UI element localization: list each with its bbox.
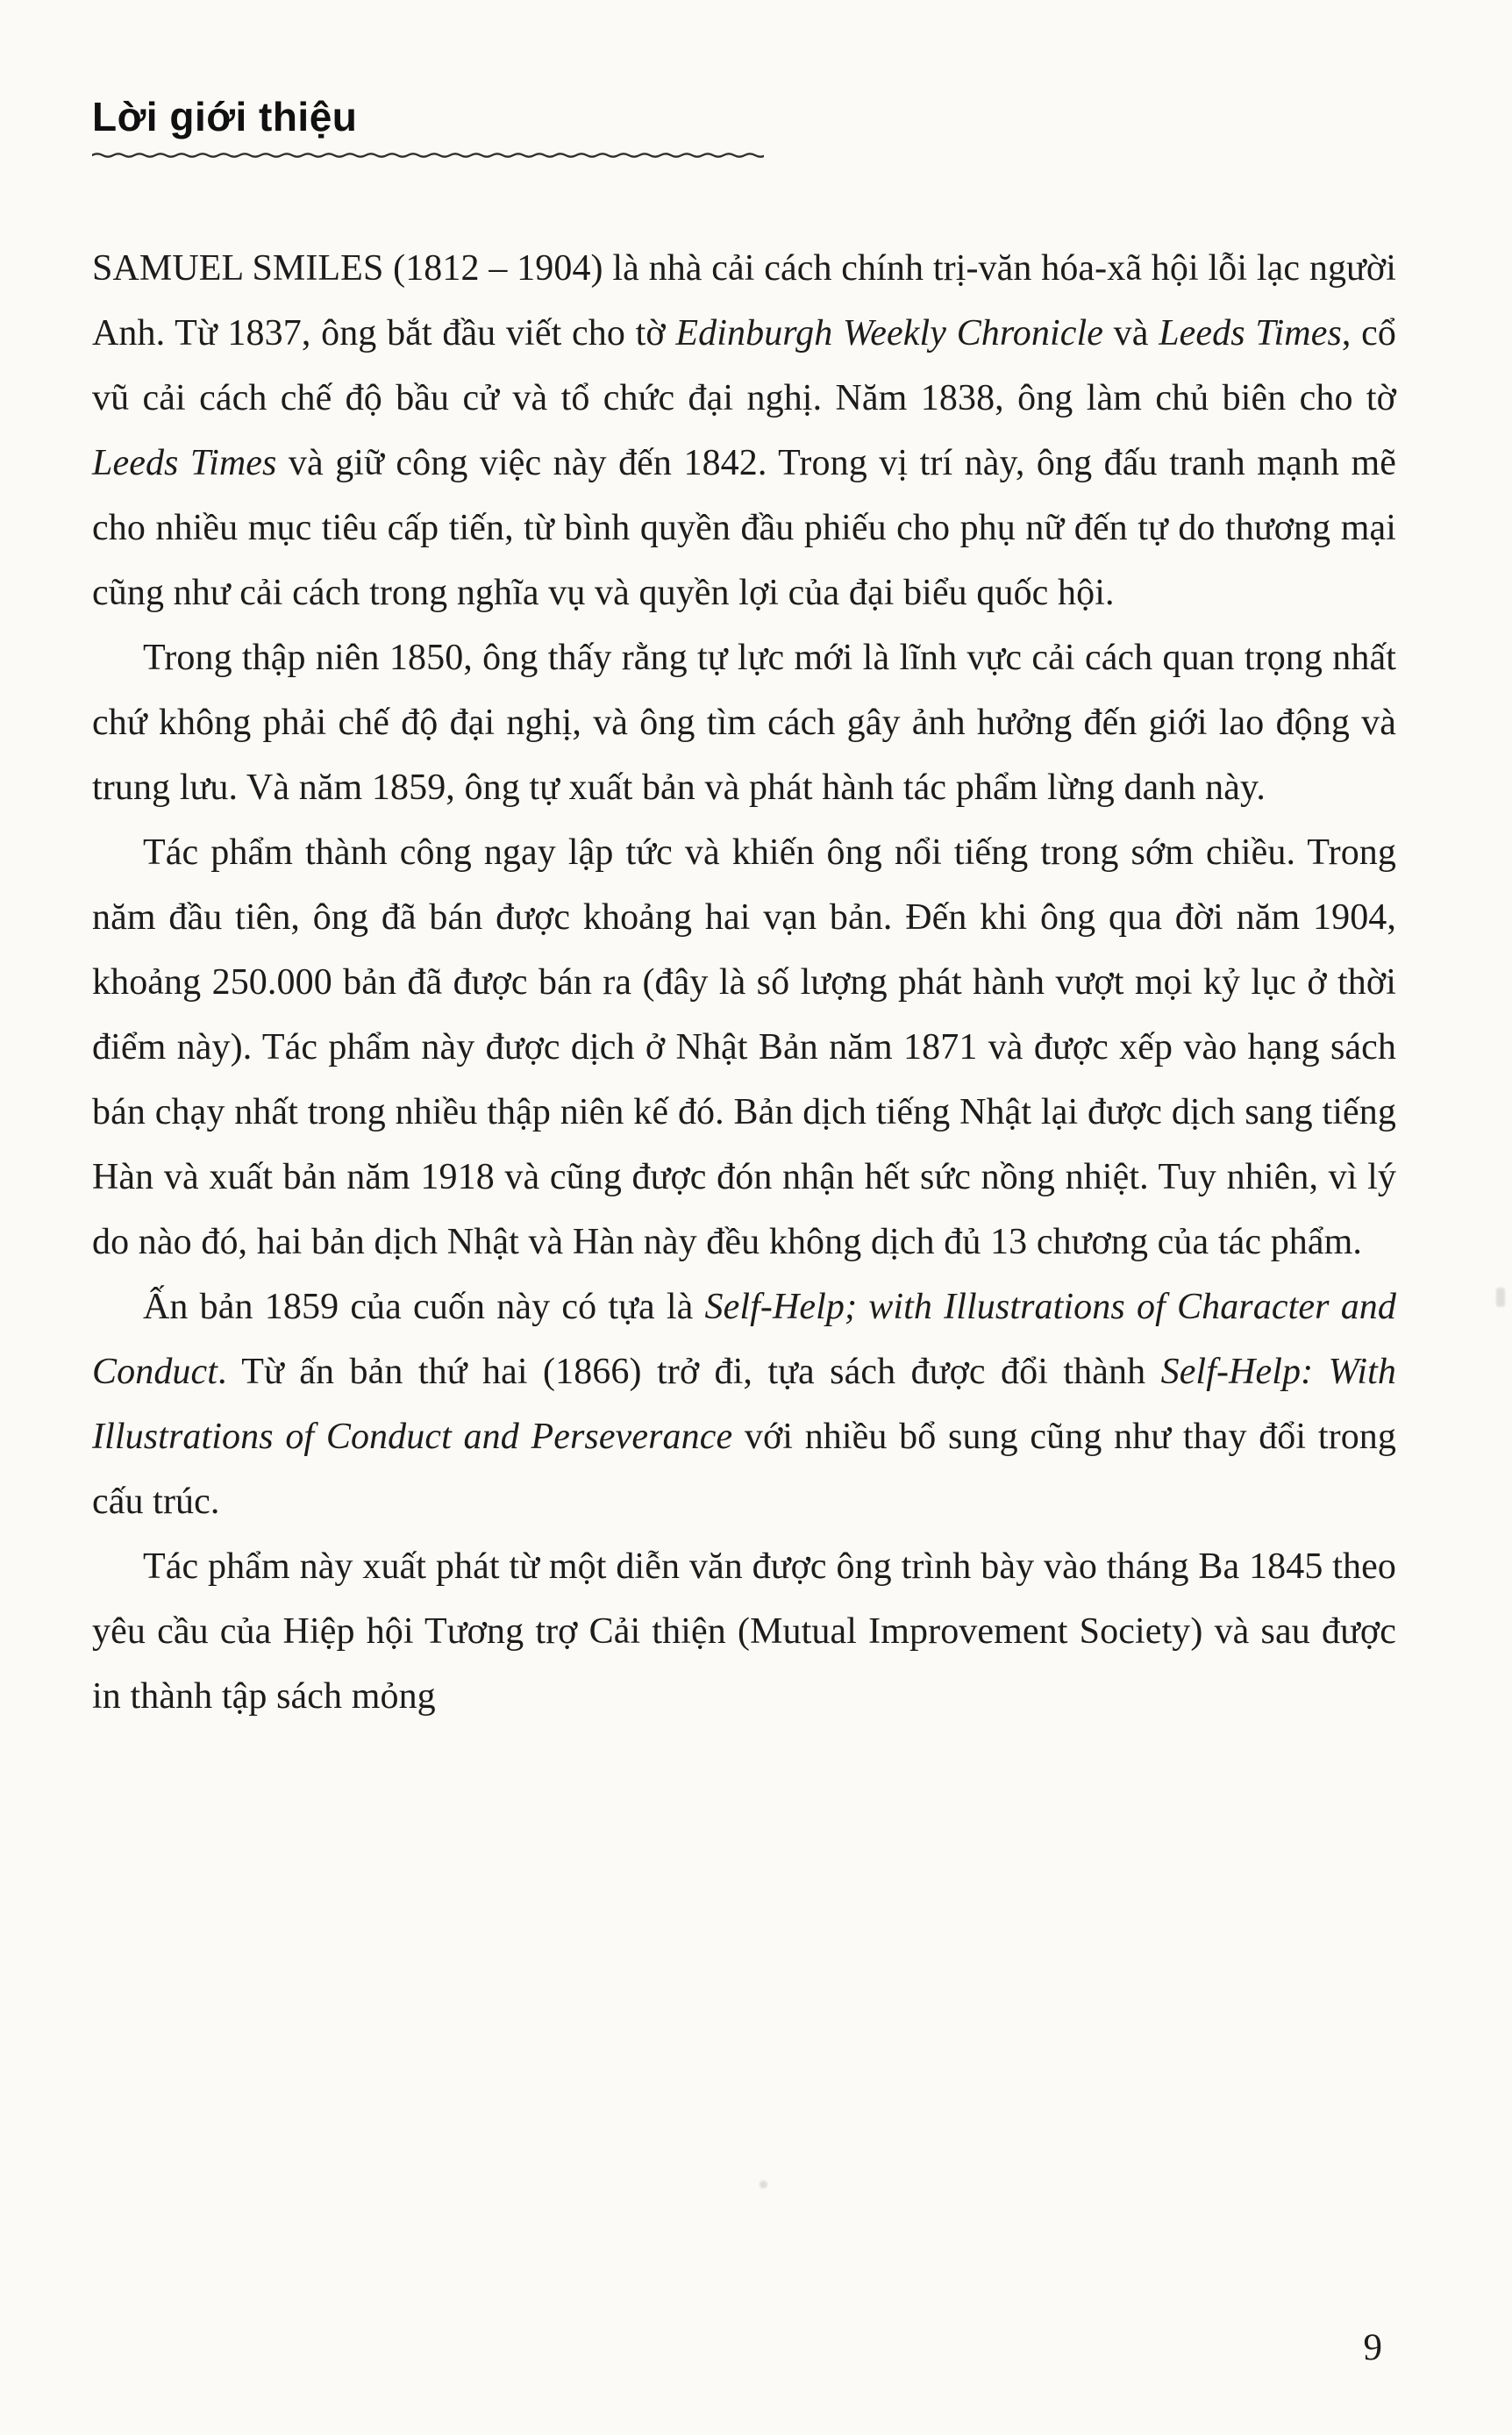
italic-run: Self-Help; with Illustrations of Character and Conduct (92, 1286, 1396, 1392)
text-run: với nhiều bổ sung cũng như thay đổi trong cấu trúc. (92, 1416, 1396, 1522)
paragraph (92, 1534, 1396, 1729)
italic-run: Self-Help: With Illustrations of Conduct and Perseverance (92, 1351, 1396, 1457)
text-run: Ấn bản 1859 của cuốn này có tựa là (143, 1286, 705, 1327)
italic-run: Edinburgh Weekly Chronicle (675, 312, 1104, 353)
body-text (92, 236, 1396, 1729)
text-run: , cổ vũ cải cách chế độ bầu cử và tổ chức đại nghị. Năm 1838, ông làm chủ biên cho tờ (92, 312, 1397, 418)
scan-artifact (1496, 1288, 1505, 1307)
page-number: 9 (1363, 2327, 1382, 2368)
italic-run: Leeds Times (92, 442, 277, 483)
italic-run: Leeds Times (1159, 312, 1342, 353)
text-run: . Từ ấn bản thứ hai (1866) trở đi, tựa sách được đổi thành (218, 1351, 1161, 1392)
text-run: và giữ công việc này đến 1842. Trong vị trí này, ông đấu tranh mạnh mẽ cho nhiều mục tiêu cấp tiến, từ bình quyền đầu phiếu cho phụ nữ đến tự do thương mại cũng như cải cách trong nghĩa vụ và quyền lợi của đại biểu quốc hội. (92, 442, 1396, 613)
text-run: Tác phẩm này xuất phát từ một diễn văn được ông trình bày vào tháng Ba 1845 theo yêu cầu của Hiệp hội Tương trợ Cải thiện (Mutual Improvement Society) và sau được in thành tập sách mỏng (92, 1546, 1396, 1717)
page-header (92, 95, 1396, 161)
text-run: SAMUEL SMILES (1812 – 1904) là nhà cải cách chính trị-văn hóa-xã hội lỗi lạc người Anh. Từ 1837, ông bắt đầu viết cho tờ (92, 247, 1396, 353)
text-run: Trong thập niên 1850, ông thấy rằng tự lực mới là lĩnh vực cải cách quan trọng nhất chứ không phải chế độ đại nghị, và ông tìm cách gây ảnh hưởng đến giới lao động và trung lưu. Và năm 1859, ông tự xuất bản và phát hành tác phẩm lừng danh này. (92, 637, 1396, 808)
title-underline-squiggle (92, 150, 764, 161)
paragraph (92, 236, 1396, 625)
paragraph (92, 820, 1396, 1275)
paragraph (92, 1275, 1396, 1534)
text-run: Tác phẩm thành công ngay lập tức và khiến ông nổi tiếng trong sớm chiều. Trong năm đầu tiên, ông đã bán được khoảng hai vạn bản. Đến khi ông qua đời năm 1904, khoảng 250.000 bản đã được bán ra (đây là số lượng phát hành vượt mọi kỷ lục ở thời điểm này). Tác phẩm này được dịch ở Nhật Bản năm 1871 và được xếp vào hạng sách bán chạy nhất trong nhiều thập niên kế đó. Bản dịch tiếng Nhật lại được dịch sang tiếng Hàn và xuất bản năm 1918 và cũng được đón nhận hết sức nồng nhiệt. Tuy nhiên, vì lý do nào đó, hai bản dịch Nhật và Hàn này đều không dịch đủ 13 chương của tác phẩm. (92, 832, 1396, 1262)
paragraph (92, 625, 1396, 820)
page-title: Lời giới thiệu (92, 94, 358, 139)
scan-artifact (760, 2181, 767, 2189)
text-run: và (1103, 312, 1159, 353)
